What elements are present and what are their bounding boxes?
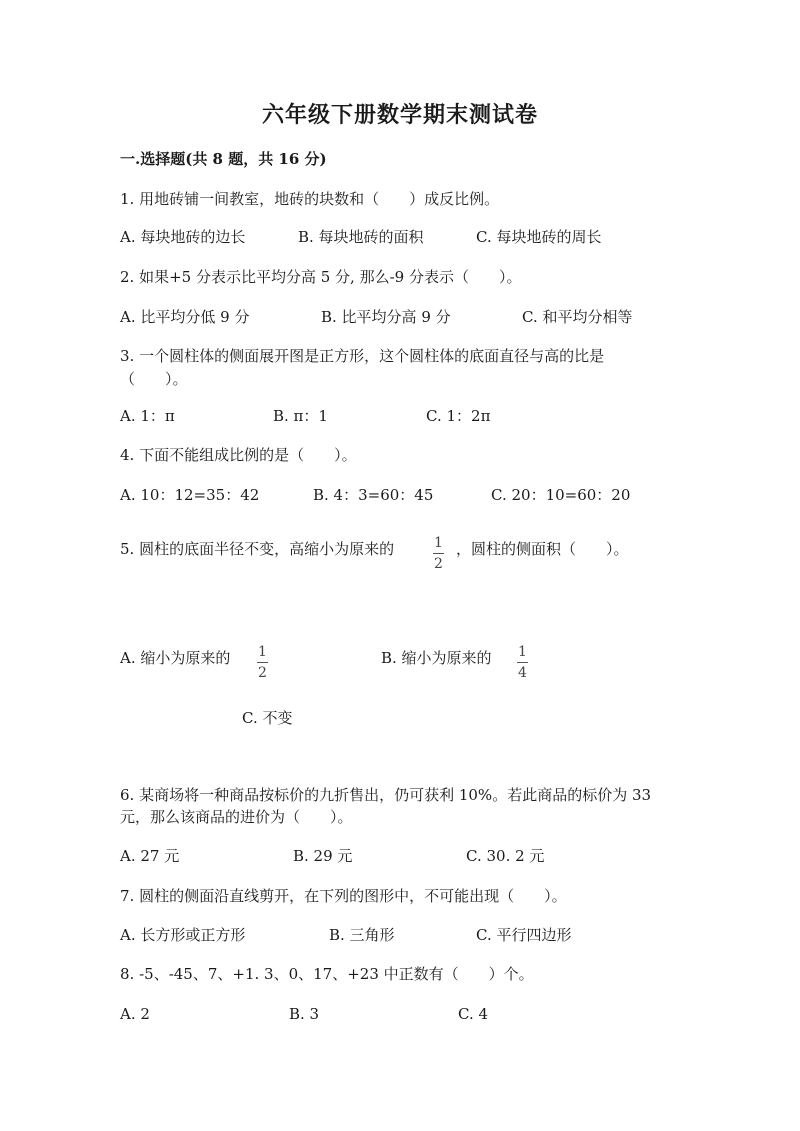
question-5-stem-fraction [433,535,444,572]
question-7-option-b: B. 三角形 [329,926,395,944]
question-3-stem-line-2: （ ）。 [120,370,188,388]
page-title: 六年级下册数学期末测试卷 [261,102,538,128]
question-5-option-a-fraction [257,644,268,681]
question-4-stem: 4. 下面不能组成比例的是（ ）。 [120,446,357,464]
fraction-numerator: 1 [434,535,443,551]
fraction-bar [433,553,444,554]
question-5-option-b: B. 缩小为原来的 [381,649,492,667]
question-8-option-a: A. 2 [120,1005,150,1023]
question-4-option-b: B. 4：3=60：45 [313,486,434,504]
fraction-bar [257,662,268,663]
question-5-option-c: C. 不变 [242,709,293,727]
question-6-stem-line-2: 元，那么该商品的进价为（ ）。 [120,808,353,826]
question-6-option-c: C. 30. 2 元 [466,847,545,865]
question-6-option-b: B. 29 元 [293,847,353,865]
question-2-stem: 2. 如果+5 分表示比平均分高 5 分, 那么-9 分表示（ ）。 [120,268,522,286]
fraction-numerator: 1 [258,644,267,660]
question-3-option-c: C. 1：2π [426,407,491,425]
question-1-option-c: C. 每块地砖的周长 [476,228,602,246]
question-5-stem-end: ，圆柱的侧面积（ ）。 [456,540,629,558]
question-4-option-c: C. 20：10=60：20 [491,486,631,504]
question-3-option-b: B. π：1 [273,407,328,425]
question-3-stem-line-1: 3. 一个圆柱体的侧面展开图是正方形，这个圆柱体的底面直径与高的比是 [120,347,605,365]
question-3-option-a: A. 1：π [120,407,175,425]
question-1-stem: 1. 用地砖铺一间教室，地砖的块数和（ ）成反比例。 [120,190,500,208]
question-8-option-b: B. 3 [289,1005,320,1023]
fraction-denominator: 4 [518,665,527,681]
question-2-option-c: C. 和平均分相等 [522,308,633,326]
fraction-numerator: 1 [518,644,527,660]
fraction-denominator: 2 [258,665,267,681]
question-6-stem-line-1: 6. 某商场将一种商品按标价的九折售出，仍可获利 10%。若此商品的标价为 33 [120,786,652,804]
question-4-option-a: A. 10：12=35：42 [120,486,260,504]
question-5-option-a: A. 缩小为原来的 [120,649,231,667]
question-1-option-a: A. 每块地砖的边长 [120,228,246,246]
section-heading: 一.选择题(共 8 题，共 16 分) [120,150,327,168]
fraction-denominator: 2 [434,556,443,572]
fraction-bar [517,662,528,663]
question-2-option-a: A. 比平均分低 9 分 [120,308,250,326]
question-5-stem-start: 5. 圆柱的底面半径不变，高缩小为原来的 [120,540,395,558]
question-8-option-c: C. 4 [458,1005,489,1023]
question-8-stem: 8. -5、-45、7、+1. 3、0、17、+23 中正数有（ ）个。 [120,965,534,983]
question-7-option-a: A. 长方形或正方形 [120,926,246,944]
question-1-option-b: B. 每块地砖的面积 [298,228,424,246]
question-2-option-b: B. 比平均分高 9 分 [321,308,451,326]
question-5-option-b-fraction [517,644,528,681]
question-6-option-a: A. 27 元 [120,847,180,865]
question-7-option-c: C. 平行四边形 [476,926,572,944]
question-7-stem: 7. 圆柱的侧面沿直线剪开，在下列的图形中，不可能出现（ ）。 [120,887,567,905]
